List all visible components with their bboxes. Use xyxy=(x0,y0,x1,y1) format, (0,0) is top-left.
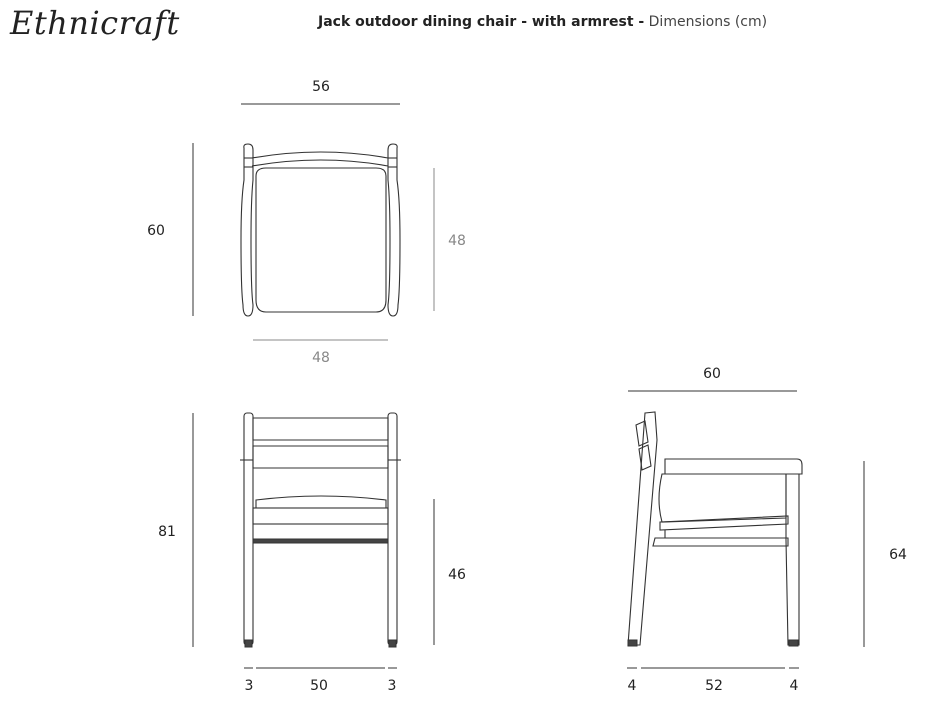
top-view xyxy=(147,79,466,366)
title-dimensions: Dimensions (cm) xyxy=(648,14,768,30)
seat-height-label: 46 xyxy=(448,567,466,583)
armrest-height-label: 64 xyxy=(889,547,907,563)
leg-left-label: 3 xyxy=(244,678,254,694)
side-depth-label: 60 xyxy=(703,366,721,382)
inner-width-label: 50 xyxy=(310,678,328,694)
front-height-label: 81 xyxy=(158,524,176,540)
leg-front-label: 4 xyxy=(627,678,637,694)
seat-width-label: 48 xyxy=(312,350,330,366)
top-width-label: 56 xyxy=(312,79,330,95)
top-depth-label: 60 xyxy=(147,223,165,239)
inner-depth-label: 52 xyxy=(705,678,723,694)
chair-front-outline xyxy=(240,413,401,647)
side-view xyxy=(627,366,907,694)
ethnicraft-logo: Ethnicraft xyxy=(10,4,180,42)
chair-top-outline xyxy=(241,144,400,316)
leg-back-label: 4 xyxy=(789,678,799,694)
leg-right-label: 3 xyxy=(387,678,397,694)
seat-depth-label: 48 xyxy=(448,233,466,249)
title-product: Jack outdoor dining chair - with armrest - xyxy=(318,14,645,30)
front-view xyxy=(158,413,466,694)
chair-side-outline xyxy=(628,412,802,646)
